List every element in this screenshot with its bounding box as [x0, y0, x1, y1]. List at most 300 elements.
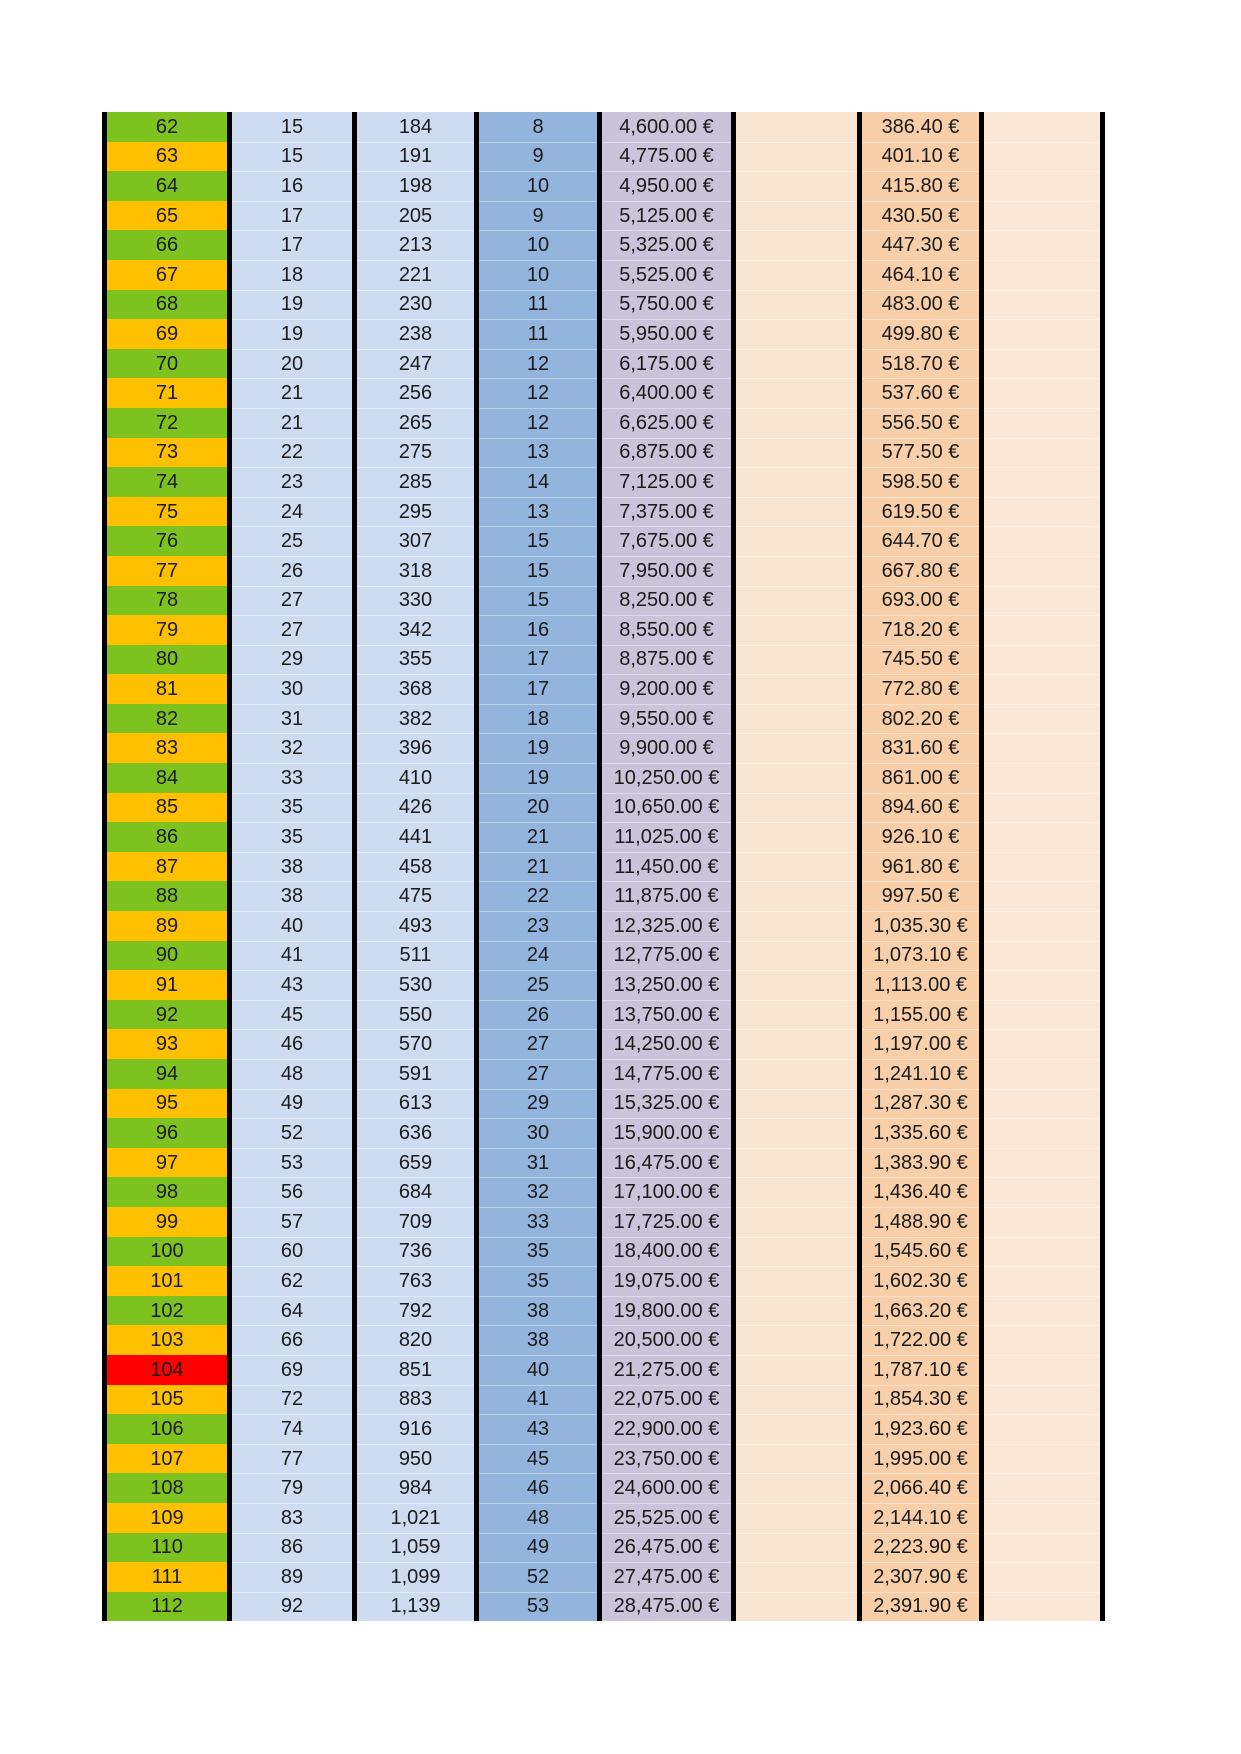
cell-value: 49	[280, 1092, 304, 1115]
cell-value: 2,307.90 €	[873, 1565, 968, 1588]
table-cell	[107, 1118, 227, 1148]
cell-value: 52	[526, 1565, 550, 1588]
cell-value: 511	[399, 944, 432, 967]
table-cell	[602, 822, 731, 852]
table-cell	[736, 378, 857, 408]
table-cell	[479, 645, 597, 675]
cell-value: 894.60 €	[881, 796, 960, 819]
table-cell	[984, 408, 1100, 438]
cell-value: 104	[150, 1358, 184, 1381]
cell-value: 75	[155, 500, 179, 523]
table-cell	[862, 1325, 979, 1355]
cell-value: 861.00 €	[881, 766, 960, 789]
table-cell	[107, 1444, 227, 1474]
table-cell	[602, 349, 731, 379]
table-cell	[479, 1148, 597, 1178]
cell-value: 191	[398, 145, 433, 168]
cell-value: 65	[155, 204, 179, 227]
table-cell	[602, 526, 731, 556]
table-cell	[107, 201, 227, 231]
cell-value: 73	[155, 441, 179, 464]
table-cell	[736, 497, 857, 527]
cell-value: 27	[280, 589, 304, 612]
cell-value: 69	[155, 322, 179, 345]
table-cell	[984, 970, 1100, 1000]
table-cell	[357, 1414, 474, 1444]
table-cell	[736, 674, 857, 704]
table-cell	[602, 556, 731, 586]
cell-value: 97	[155, 1151, 179, 1174]
cell-value: 91	[155, 974, 179, 997]
table-cell	[984, 230, 1100, 260]
table-cell	[862, 704, 979, 734]
table-cell	[736, 1562, 857, 1592]
cell-value: 62	[280, 1269, 304, 1292]
cell-value: 86	[155, 826, 179, 849]
table-cell	[479, 526, 597, 556]
table-cell	[862, 378, 979, 408]
table-cell	[862, 1089, 979, 1119]
table-cell	[479, 260, 597, 290]
cell-value: 15	[280, 145, 304, 168]
cell-value: 556.50 €	[881, 411, 960, 434]
table-cell	[862, 1296, 979, 1326]
cell-value: 79	[155, 618, 179, 641]
cell-value: 19,800.00 €	[613, 1299, 720, 1322]
table-cell	[107, 438, 227, 468]
table-cell	[479, 586, 597, 616]
table-cell	[862, 1414, 979, 1444]
table-cell	[232, 645, 352, 675]
table-cell	[984, 526, 1100, 556]
table-cell	[107, 408, 227, 438]
table-cell	[984, 260, 1100, 290]
cell-value: 70	[155, 352, 179, 375]
table-cell	[357, 378, 474, 408]
cell-value: 69	[280, 1358, 304, 1381]
table-cell	[862, 822, 979, 852]
table-cell	[862, 319, 979, 349]
table-cell	[107, 645, 227, 675]
cell-value: 820	[398, 1329, 433, 1352]
table-cell	[357, 290, 474, 320]
cell-value: 916	[398, 1417, 433, 1440]
cell-value: 103	[150, 1329, 184, 1352]
table-cell	[736, 1592, 857, 1622]
table-cell	[357, 1029, 474, 1059]
cell-value: 19	[280, 293, 304, 316]
cell-value: 64	[280, 1299, 304, 1322]
table-cell	[357, 793, 474, 823]
table-cell	[984, 941, 1100, 971]
table-cell	[107, 171, 227, 201]
table-cell	[479, 467, 597, 497]
cell-value: 89	[280, 1565, 304, 1588]
cell-value: 105	[150, 1388, 184, 1411]
cell-value: 256	[398, 382, 433, 405]
table-cell	[862, 1562, 979, 1592]
cell-value: 16,475.00 €	[613, 1151, 720, 1174]
table-cell	[602, 674, 731, 704]
table-cell	[232, 1385, 352, 1415]
cell-value: 72	[280, 1388, 304, 1411]
cell-value: 275	[398, 441, 433, 464]
table-cell	[479, 378, 597, 408]
cell-value: 12	[526, 352, 550, 375]
table-cell	[357, 526, 474, 556]
cell-value: 1,099	[390, 1565, 441, 1588]
table-cell	[107, 1296, 227, 1326]
table-cell	[862, 349, 979, 379]
table-cell	[862, 201, 979, 231]
cell-value: 57	[280, 1210, 304, 1233]
table-cell	[984, 1059, 1100, 1089]
cell-value: 20	[526, 796, 550, 819]
table-cell	[357, 733, 474, 763]
cell-value: 18	[280, 263, 304, 286]
cell-value: 318	[398, 559, 433, 582]
table-cell	[602, 1000, 731, 1030]
table-cell	[736, 260, 857, 290]
table-cell	[862, 1148, 979, 1178]
table-cell	[357, 586, 474, 616]
cell-value: 82	[155, 707, 179, 730]
cell-value: 87	[155, 855, 179, 878]
cell-value: 71	[155, 382, 179, 405]
cell-value: 17	[526, 648, 550, 671]
cell-value: 401.10 €	[881, 145, 960, 168]
table-cell	[232, 674, 352, 704]
table-cell	[232, 378, 352, 408]
cell-value: 77	[155, 559, 179, 582]
cell-value: 52	[280, 1121, 304, 1144]
table-cell	[984, 793, 1100, 823]
cell-value: 20,500.00 €	[613, 1329, 720, 1352]
table-cell	[984, 1029, 1100, 1059]
table-cell	[984, 1592, 1100, 1622]
cell-value: 5,950.00 €	[619, 322, 714, 345]
cell-value: 18	[526, 707, 550, 730]
cell-value: 33	[280, 766, 304, 789]
cell-value: 9,900.00 €	[619, 737, 714, 760]
table-cell	[357, 1148, 474, 1178]
cell-value: 396	[398, 737, 433, 760]
table-cell	[862, 1059, 979, 1089]
cell-value: 736	[398, 1240, 433, 1263]
cell-value: 35	[526, 1240, 550, 1263]
cell-value: 355	[398, 648, 433, 671]
cell-value: 1,602.30 €	[873, 1269, 968, 1292]
table-cell	[107, 704, 227, 734]
table-cell	[736, 112, 857, 142]
table-cell	[107, 260, 227, 290]
table-cell	[602, 1089, 731, 1119]
table-cell	[602, 1296, 731, 1326]
table-cell	[357, 1444, 474, 1474]
table-cell	[862, 408, 979, 438]
cell-value: 7,125.00 €	[619, 470, 714, 493]
cell-value: 62	[155, 115, 179, 138]
table-cell	[736, 1385, 857, 1415]
table-cell	[736, 1473, 857, 1503]
cell-value: 1,436.40 €	[873, 1181, 968, 1204]
table-cell	[107, 526, 227, 556]
table-cell	[479, 112, 597, 142]
table-cell	[232, 1325, 352, 1355]
cell-value: 14,775.00 €	[613, 1062, 720, 1085]
table-cell	[602, 763, 731, 793]
cell-value: 10,650.00 €	[613, 796, 720, 819]
table-cell	[984, 201, 1100, 231]
cell-value: 598.50 €	[881, 470, 960, 493]
cell-value: 83	[280, 1506, 304, 1529]
table-cell	[232, 260, 352, 290]
cell-value: 1,383.90 €	[873, 1151, 968, 1174]
table-cell	[602, 615, 731, 645]
cell-value: 17	[280, 204, 304, 227]
cell-value: 25,525.00 €	[613, 1506, 720, 1529]
cell-value: 13,250.00 €	[613, 974, 720, 997]
table-cell	[107, 674, 227, 704]
table-cell	[357, 112, 474, 142]
cell-value: 49	[526, 1536, 550, 1559]
cell-value: 98	[155, 1181, 179, 1204]
cell-value: 88	[155, 885, 179, 908]
cell-value: 493	[398, 914, 433, 937]
cell-value: 8,875.00 €	[619, 648, 714, 671]
table-cell	[602, 438, 731, 468]
cell-value: 92	[155, 1003, 179, 1026]
table-cell	[602, 733, 731, 763]
table-cell	[602, 970, 731, 1000]
cell-value: 6,175.00 €	[619, 352, 714, 375]
cell-value: 5,750.00 €	[619, 293, 714, 316]
table-cell	[232, 1207, 352, 1237]
table-cell	[357, 408, 474, 438]
cell-value: 99	[155, 1210, 179, 1233]
table-cell	[479, 674, 597, 704]
table-cell	[984, 1444, 1100, 1474]
table-cell	[357, 852, 474, 882]
table-cell	[357, 1355, 474, 1385]
cell-value: 1,035.30 €	[873, 914, 968, 937]
cell-value: 1,139	[390, 1595, 441, 1618]
cell-value: 1,073.10 €	[873, 944, 968, 967]
table-cell	[602, 1503, 731, 1533]
cell-value: 10,250.00 €	[613, 766, 720, 789]
cell-value: 112	[151, 1595, 183, 1618]
table-cell	[602, 881, 731, 911]
cell-value: 15,900.00 €	[613, 1121, 720, 1144]
table-cell	[479, 1473, 597, 1503]
table-cell	[232, 852, 352, 882]
cell-value: 108	[150, 1477, 184, 1500]
table-cell	[107, 586, 227, 616]
table-cell	[479, 171, 597, 201]
table-cell	[479, 319, 597, 349]
table-cell	[357, 615, 474, 645]
cell-value: 447.30 €	[881, 234, 960, 257]
table-cell	[479, 822, 597, 852]
cell-value: 7,375.00 €	[619, 500, 714, 523]
table-cell	[479, 1385, 597, 1415]
table-cell	[736, 586, 857, 616]
cell-value: 12,775.00 €	[613, 944, 720, 967]
table-cell	[984, 586, 1100, 616]
cell-value: 32	[526, 1181, 550, 1204]
cell-value: 85	[155, 796, 179, 819]
table-cell	[107, 142, 227, 172]
table-cell	[479, 408, 597, 438]
table-cell	[357, 1089, 474, 1119]
table-cell	[357, 704, 474, 734]
table-cell	[862, 290, 979, 320]
table-cell	[357, 1177, 474, 1207]
table-cell	[479, 1207, 597, 1237]
table-cell	[984, 290, 1100, 320]
cell-value: 19	[526, 766, 550, 789]
cell-value: 21	[526, 855, 550, 878]
cell-value: 5,325.00 €	[619, 234, 714, 257]
table-cell	[736, 733, 857, 763]
table-cell	[736, 822, 857, 852]
table-cell	[357, 1059, 474, 1089]
table-cell	[736, 911, 857, 941]
cell-value: 86	[280, 1536, 304, 1559]
cell-value: 21	[280, 411, 304, 434]
table-cell	[479, 142, 597, 172]
cell-value: 40	[280, 914, 304, 937]
table-cell	[479, 941, 597, 971]
table-cell	[984, 1325, 1100, 1355]
table-cell	[602, 1325, 731, 1355]
table-cell	[862, 852, 979, 882]
cell-value: 15	[526, 589, 550, 612]
cell-value: 368	[398, 678, 433, 701]
table-cell	[479, 1237, 597, 1267]
table-cell	[107, 911, 227, 941]
table-cell	[736, 408, 857, 438]
table-cell	[357, 142, 474, 172]
table-cell	[862, 1118, 979, 1148]
table-cell	[479, 881, 597, 911]
table-cell	[862, 1207, 979, 1237]
table-cell	[984, 1148, 1100, 1178]
cell-value: 43	[280, 974, 304, 997]
cell-value: 537.60 €	[881, 382, 960, 405]
cell-value: 2,066.40 €	[873, 1477, 968, 1500]
table-cell	[479, 1592, 597, 1622]
table-cell	[107, 1385, 227, 1415]
cell-value: 307	[398, 530, 433, 553]
table-cell	[602, 290, 731, 320]
table-cell	[479, 911, 597, 941]
cell-value: 1,923.60 €	[873, 1417, 968, 1440]
table-cell	[984, 645, 1100, 675]
table-cell	[479, 290, 597, 320]
cell-value: 27	[280, 618, 304, 641]
table-cell	[107, 941, 227, 971]
table-cell	[232, 941, 352, 971]
cell-value: 74	[155, 470, 179, 493]
table-cell	[479, 852, 597, 882]
cell-value: 184	[398, 115, 433, 138]
table-cell	[107, 822, 227, 852]
table-cell	[862, 1385, 979, 1415]
cell-value: 430.50 €	[881, 204, 960, 227]
table-cell	[232, 763, 352, 793]
table-cell	[479, 1533, 597, 1563]
table-cell	[107, 1266, 227, 1296]
cell-value: 709	[398, 1210, 433, 1233]
cell-value: 22	[526, 885, 550, 908]
table-cell	[107, 1177, 227, 1207]
cell-value: 1,488.90 €	[873, 1210, 968, 1233]
table-cell	[357, 970, 474, 1000]
table-cell	[479, 1444, 597, 1474]
cell-value: 1,995.00 €	[873, 1447, 968, 1470]
table-cell	[232, 733, 352, 763]
table-cell	[107, 1414, 227, 1444]
table-cell	[602, 1533, 731, 1563]
table-cell	[479, 1118, 597, 1148]
table-cell	[357, 1533, 474, 1563]
table-cell	[232, 793, 352, 823]
table-cell	[984, 1237, 1100, 1267]
cell-value: 79	[280, 1477, 304, 1500]
table-cell	[107, 733, 227, 763]
table-cell	[862, 142, 979, 172]
table-cell	[984, 1503, 1100, 1533]
cell-value: 2,144.10 €	[873, 1506, 968, 1529]
cell-value: 15,325.00 €	[613, 1092, 720, 1115]
cell-value: 78	[155, 589, 179, 612]
cell-value: 76	[155, 530, 179, 553]
table-cell	[862, 763, 979, 793]
cell-value: 17	[526, 678, 550, 701]
cell-value: 464.10 €	[881, 263, 960, 286]
cell-value: 96	[155, 1121, 179, 1144]
table-cell	[736, 1414, 857, 1444]
table-cell	[602, 171, 731, 201]
cell-value: 198	[398, 174, 433, 197]
table-cell	[602, 1592, 731, 1622]
table-cell	[357, 1207, 474, 1237]
table-cell	[357, 941, 474, 971]
cell-value: 613	[398, 1092, 433, 1115]
table-cell	[479, 1503, 597, 1533]
table-cell	[479, 1325, 597, 1355]
table-cell	[479, 733, 597, 763]
cell-value: 67	[155, 263, 179, 286]
cell-value: 21	[280, 382, 304, 405]
cell-value: 295	[398, 500, 433, 523]
cell-value: 16	[526, 618, 550, 641]
table-cell	[107, 793, 227, 823]
table-cell	[232, 1296, 352, 1326]
table-cell	[107, 1533, 227, 1563]
table-cell	[232, 1089, 352, 1119]
table-cell	[232, 526, 352, 556]
cell-value: 9	[532, 145, 544, 168]
table-cell	[107, 497, 227, 527]
table-cell	[736, 526, 857, 556]
table-cell	[736, 201, 857, 231]
table-cell	[479, 438, 597, 468]
table-cell	[602, 911, 731, 941]
table-cell	[984, 438, 1100, 468]
table-cell	[602, 586, 731, 616]
